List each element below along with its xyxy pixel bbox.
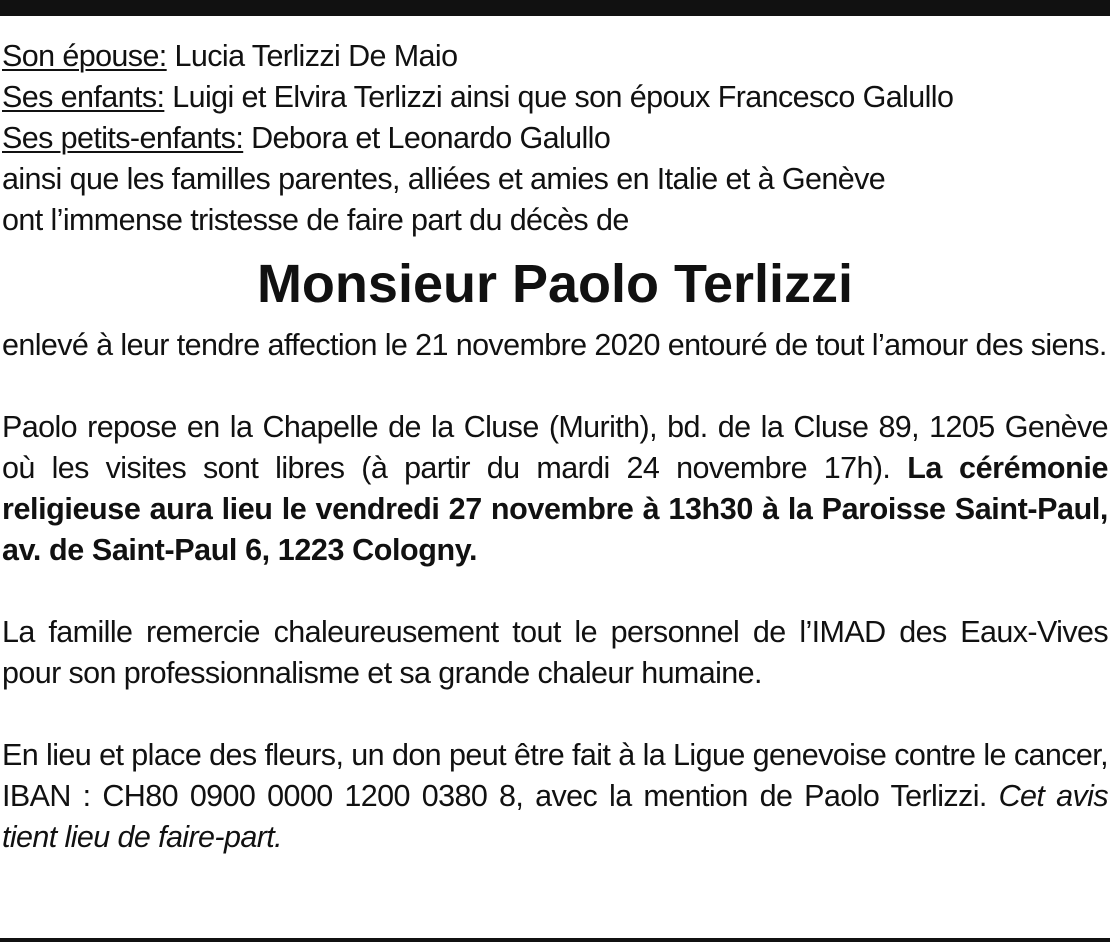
bottom-rule	[0, 938, 1110, 942]
grandchildren-line	[2, 118, 1108, 159]
spouse-label: Son épouse:	[2, 39, 167, 73]
spouse-value: Lucia Terlizzi De Maio	[166, 39, 458, 73]
grandchildren-label: Ses petits-enfants:	[2, 121, 244, 155]
closing-text: Cet avis tient lieu de faire-part.	[2, 779, 1108, 854]
children-line	[2, 77, 1108, 118]
children-value: Luigi et Elvira Terlizzi ainsi que son époux Francesco Galullo	[164, 80, 954, 114]
death-notice	[2, 36, 1108, 858]
others-line-2: ont l’immense tristesse de faire part du décès de	[2, 203, 629, 237]
grandchildren-value: Debora et Leonardo Galullo	[243, 121, 611, 155]
thanks-paragraph: La famille remercie chaleureusement tout le personnel de l’IMAD des Eaux-Vives pour son professionnalisme et sa grande chaleur humaine.	[2, 615, 1108, 690]
rest-place-text: Paolo repose en la Chapelle de la Cluse (Murith), bd. de la Cluse 89, 1205 Genève où les visites sont libres (à partir du mardi 24 novembre 17h).	[2, 410, 1108, 485]
ceremony-text: La cérémonie religieuse aura lieu le vendredi 27 novembre à 13h30 à la Paroisse Saint-Paul, av. de Saint-Paul 6, 1223 Cologny.	[2, 451, 1109, 567]
donation-text: En lieu et place des fleurs, un don peut être fait à la Ligue genevoise contre le cancer, IBAN : CH80 0900 0000 1200 0380 8, avec la mention de Paolo Terlizzi.	[2, 738, 1108, 813]
others-line-1: ainsi que les familles parentes, alliées et amies en Italie et à Genève	[2, 162, 886, 196]
donation-paragraph	[2, 735, 1108, 858]
passing-paragraph: enlevé à leur tendre affection le 21 novembre 2020 entouré de tout l’amour des siens.	[2, 328, 1107, 362]
deceased-name: Monsieur Paolo Terlizzi	[256, 254, 854, 314]
spouse-line	[2, 36, 1108, 77]
rest-place-paragraph	[2, 407, 1108, 571]
top-rule	[0, 0, 1110, 16]
children-label: Ses enfants:	[2, 80, 165, 114]
